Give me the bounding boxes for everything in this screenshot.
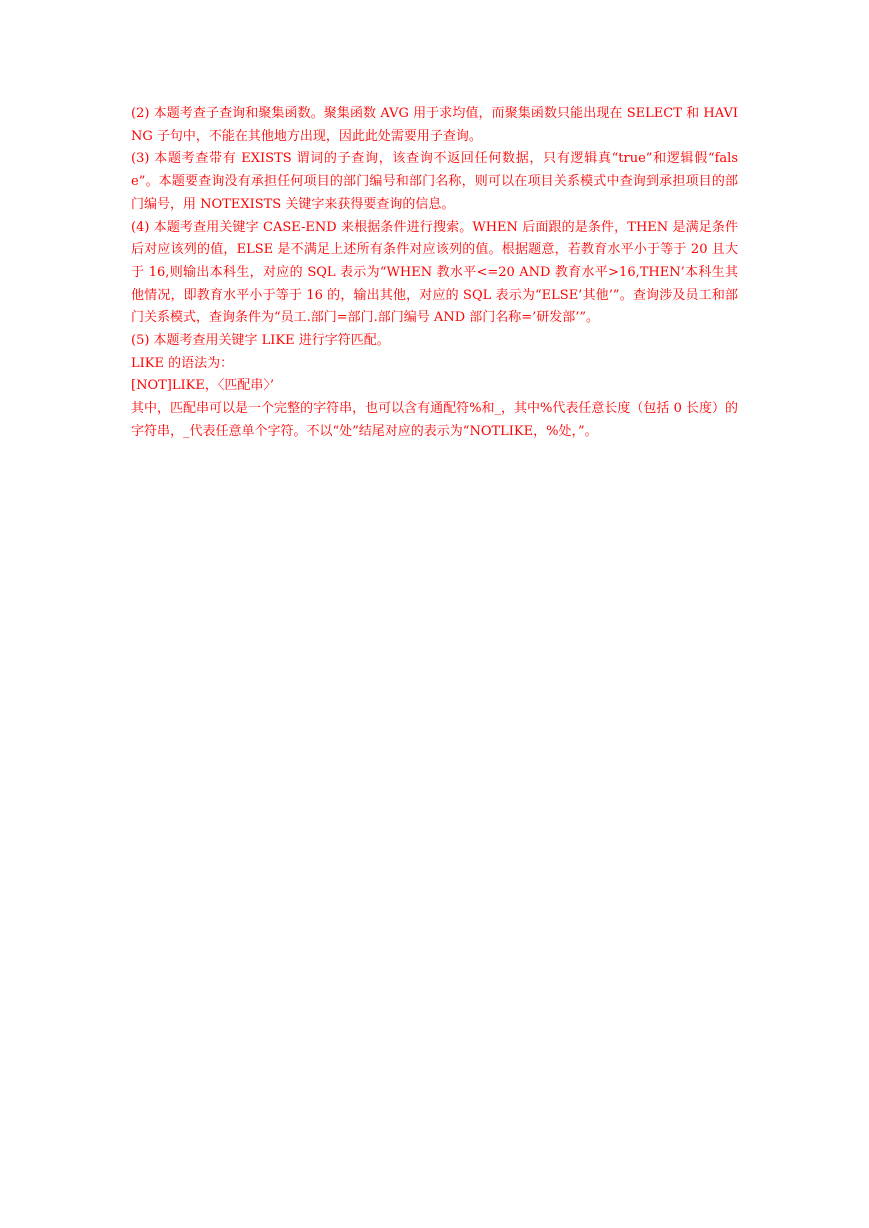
answer-explanation-text — [131, 103, 738, 444]
paragraph-exists-subquery: (3) 本题考查带有 EXISTS 谓词的子查询，该查询不返回任何数据，只有逻辑真“true”和逻辑假“false”。本题要查询没有承担任何项目的部门编号和部门名称，则可以在项目关系模式中查询到承担项目的部门编号，用 NOTEXISTS 关键字来获得要查询的信息。 — [131, 151, 738, 212]
paragraph-like-keyword: (5) 本题考查用关键字 LIKE 进行字符匹配。 — [131, 333, 390, 349]
paragraph-wildcards: 其中，匹配串可以是一个完整的字符串，也可以含有通配符%和_，其中%代表任意长度（包括 0 长度）的字符串，_代表任意单个字符。不以“处”结尾对应的表示为“NOTLIKE，%处，”。 — [131, 401, 738, 439]
paragraph-like-syntax-label: LIKE 的语法为： — [131, 355, 234, 371]
paragraph-case-when: (4) 本题考查用关键字 CASE-END 来根据条件进行搜索。WHEN 后面跟的是条件，THEN 是满足条件后对应该列的值，ELSE 是不满足上述所有条件对应该列的值。根据题意，若教育水平小于等于 20 且大于 16,则输出本科生，对应的 SQL 表示为“WHEN 教水平<=20 AND 教育水平>16,THEN’本科生其他情况，即教育水平小于等于 16 的，输出其他，对应的 SQL 表示为“ELSE’其他’”。查询涉及员工和部门关系模式，查询条件为“员工.部门=部门.部门编号 AND 部门名称=’研发部’”。 — [131, 219, 738, 326]
paragraph-like-syntax: [NOT]LIKE，〈匹配串〉’ — [131, 378, 274, 394]
paragraph-subquery-aggregate: (2) 本题考查子查询和聚集函数。聚集函数 AVG 用于求均值，而聚集函数只能出现在 SELECT 和 HAVING 子句中，不能在其他地方出现，因此此处需要用子查询。 — [131, 106, 738, 144]
